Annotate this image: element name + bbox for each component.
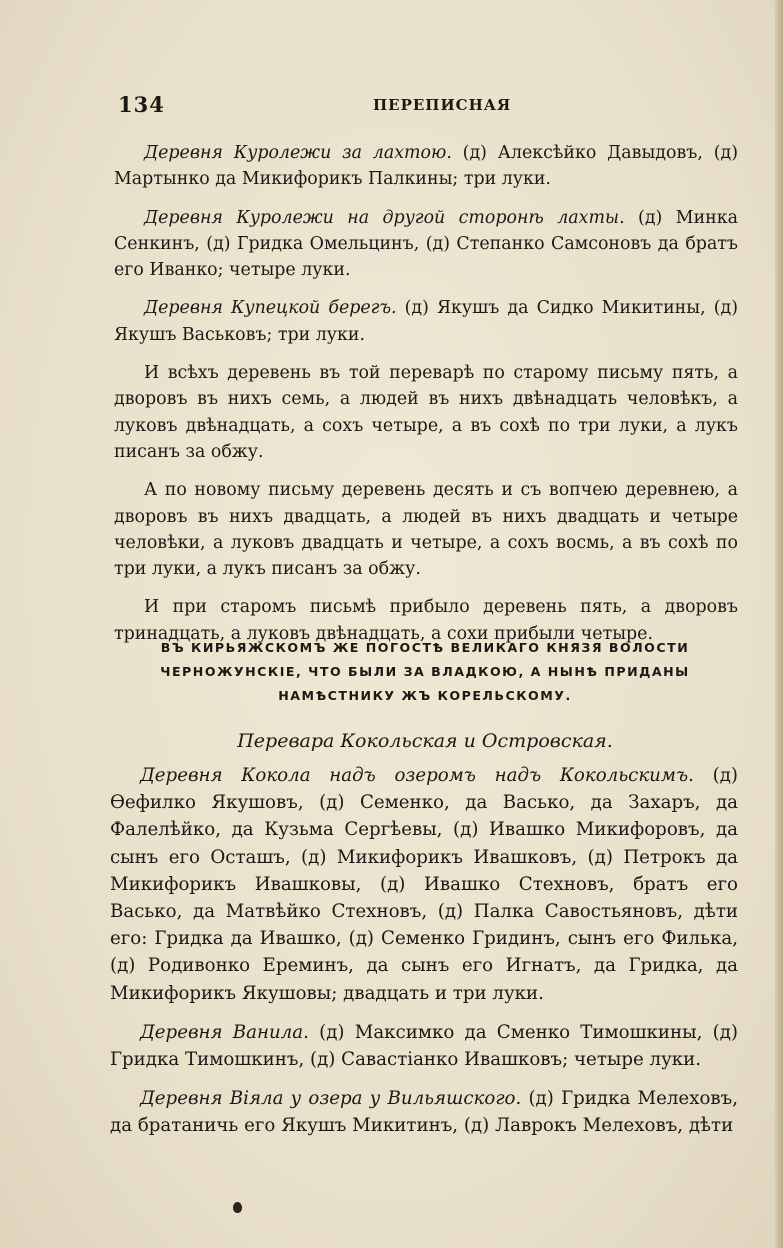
entry-text: (д) Якушъ да Сидко Микитины, (д) Якушъ Васьковъ; три луки. [114,298,738,345]
page-header [118,92,723,122]
entry-place: Деревня Куролежи за лахтою. [144,143,452,163]
entry-place: Деревня Віяла у озера у Вильяшского. [140,1088,522,1110]
running-head: ПЕРЕПИСНАЯ [373,96,512,114]
section-heading: ВЪ КИРЬЯЖСКОМЪ ЖЕ ПОГОСТѢ ВЕЛИКАГО КНЯЗЯ ВОЛОСТИ ЧЕРНОЖУНСКІЕ, ЧТО БЫЛИ ЗА ВЛАДКОЮ, А НЫНѢ ПРИДАНЫ НАМѢСТНИКУ ЖЪ КОРЕЛЬСКОМУ. [160,640,690,703]
upper-text-block [114,140,738,653]
entry-text: (д) Гридка Мелеховъ, да братаничь его Якушъ Микитинъ, (д) Лаврокъ Мелеховъ, дѣти [110,1088,738,1137]
entry-text: (д) Ѳефилко Якушовъ, (д) Семенко, да Васько, да Захаръ, да Фалелѣйко, да Кузьма Сергѣевы, (д) Ивашко Микифоровъ, да сынъ его Осташъ, (д) Микифорикъ Ивашковъ, (д) Петрокъ да Микифорикъ Ивашковы, (д) Ивашко Стехновъ, братъ его Васько, да Матвѣйко Стехновъ, (д) Палка Савостьяновъ, дѣти его: Гридка да Ивашко, (д) Семенко Гридинъ, сынъ его Филька, (д) Родивонко Ереминъ, да сынъ его Игнатъ, да Гридка, да Микифорикъ Якушовы; двадцать и три луки. [110,765,739,1004]
entry-place: Деревня Куролежи на другой сторонѣ лахты. [144,207,625,228]
entry-vanila [110,1019,738,1073]
entry-kurolezhi-2 [114,205,738,284]
paragraph-text: И при старомъ письмѣ прибыло деревень пять, а дворовъ тринадцать, а луковъ двѣнадцать, а сохи прибыли четыре. [114,597,738,644]
paragraph-text: И всѣхъ деревень въ той переварѣ по старому письму пять, а дворовъ въ нихъ семь, а людей въ нихъ двѣнадцать человѣкъ, а луковъ двѣнадцать, а сохъ четыре, а въ сохѣ по три луки, а лукъ писанъ за обжу. [114,363,738,462]
entry-kupetskoy-bereg [114,295,738,348]
entry-kurolezhi-1 [114,140,738,193]
lower-text-block [110,762,738,1152]
paragraph-text: А по новому письму деревень десять и съ вопчею деревнею, а дворовъ въ нихъ двадцать, а людей въ нихъ двадцать и четыре человѣки, а луковъ двадцать и четыре, а сохъ восмь, а въ сохѣ по три луки, а лукъ писанъ за обжу. [114,480,738,580]
entry-text: (д) Максимко да Сменко Тимошкины, (д) Гридка Тимошкинъ, (д) Савастіанко Ивашковъ; четыре луки. [110,1021,738,1071]
entry-viyala [110,1085,738,1139]
entry-place: Деревня Купецкой берегъ. [144,298,397,319]
page-edge-shadow [775,0,783,1248]
entry-text: (д) Алексѣйко Давыдовъ, (д) Мартынко да Микифорикъ Палкины; три луки. [114,143,738,190]
entry-place: Деревня Кокола надъ озеромъ надъ Кокольскимъ. [140,765,694,786]
page-number: 134 [118,92,165,117]
summary-old-census [114,360,738,465]
summary-new-census [114,477,738,582]
ink-blot [233,1202,242,1213]
entry-place: Деревня Ванила. [140,1021,309,1043]
subheading: Переварa Кокольская и Островская. [237,730,613,752]
entry-kokola [110,762,738,1007]
entry-text: (д) Минка Сенкинъ, (д) Гридка Омельцинъ, (д) Степанко Самсоновъ да братъ его Иванко; четыре луки. [114,207,738,281]
